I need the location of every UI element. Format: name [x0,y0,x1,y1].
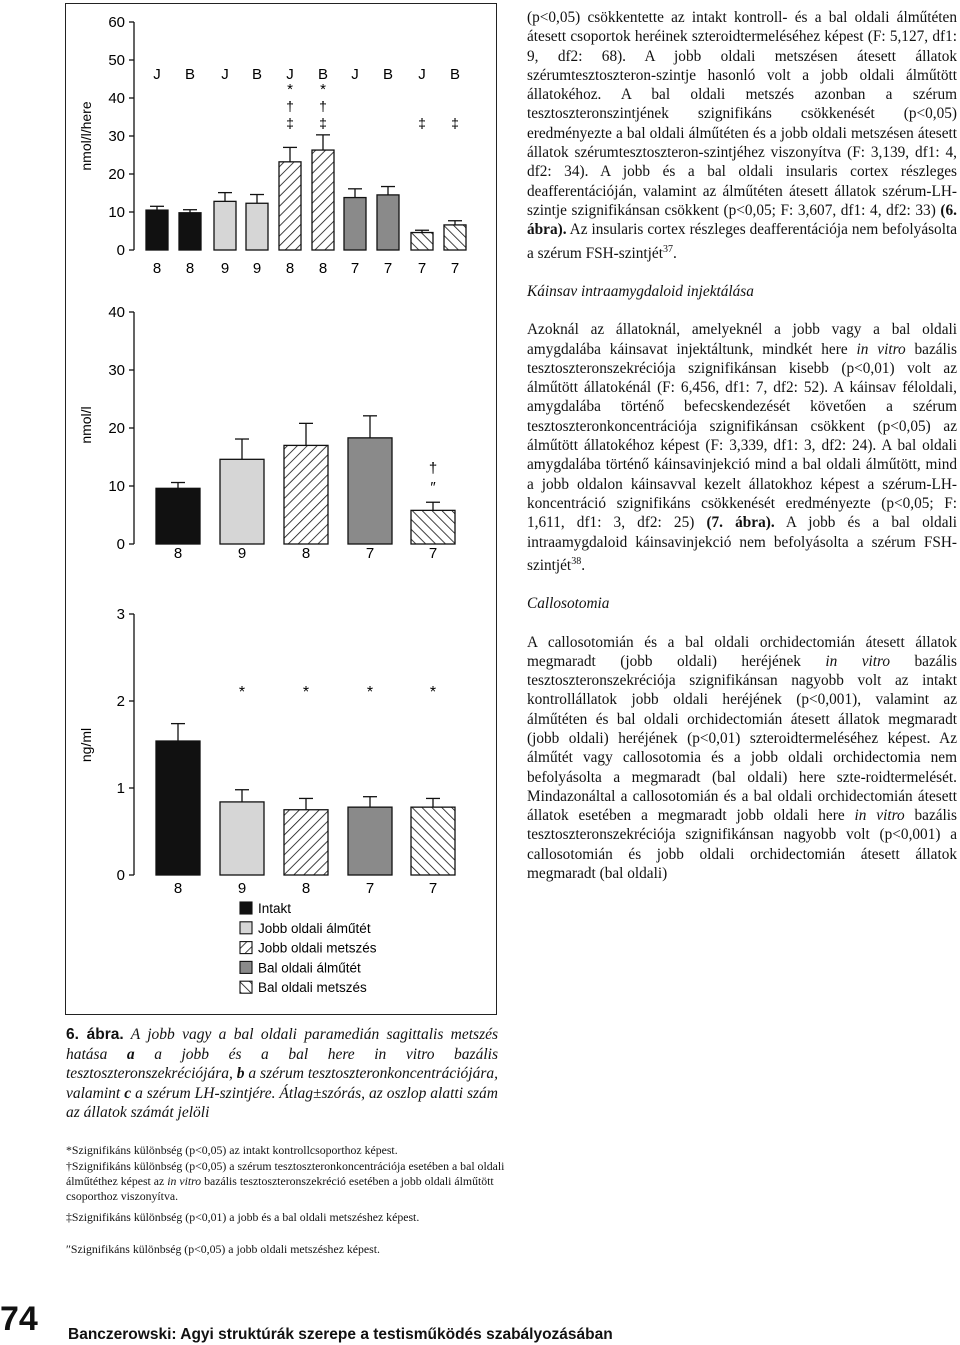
footnote-dagger [66,1159,506,1204]
bar [284,445,328,544]
section-title-callosotomia: Callosotomia [527,595,610,613]
bar [377,195,399,250]
n-label: 7 [365,545,375,562]
y-tick-label: 0 [116,242,125,259]
bar [444,225,466,250]
sig-star: * [366,684,374,701]
bar [284,810,328,875]
text: A callosotomián és a bal oldali orchidectomián átesett állatok megmaradt (jobb oldali) heréjének [527,633,957,670]
paragraph-1 [527,8,957,263]
sig-dagger: † [286,98,294,114]
n-label: 7 [383,260,393,277]
n-label: 8 [152,260,162,277]
y-tick-label: 10 [108,478,125,495]
y-axis-label: nmol/l/here [78,101,94,171]
n-label: 7 [450,260,460,277]
sig-star: * [302,684,310,701]
sig-ddagger: ‡ [319,115,327,131]
bar [348,807,392,875]
footnote-star: *Szignifikáns különbség (p<0,05) az intakt kontrollcsoporthoz képest. [66,1143,398,1157]
y-tick-label: 10 [108,204,125,221]
text: bazális tesztoszteronszekréciója szignifikánsan nagyobb volt (p<0,001) a callosotomián és jobb oldali orchidectomián átesett állatok megmaradt (bal oldali) [527,807,957,883]
sig-star: * [287,81,293,98]
footnote-dprime: ″Szignifikáns különbség (p<0,05) a jobb oldali metszéshez képest. [66,1242,380,1256]
reference-sup: 37 [662,243,673,255]
footnote-text: bazális tesztoszteronszekréció esetében a jobb oldali álműtött csoporthoz viszonyítva. [66,1174,494,1203]
n-label: 7 [428,545,438,562]
body-text-column [527,8,957,883]
running-title: Banczerowski: Agyi struktúrák szerepe a testisműködés szabályozásában [68,1326,613,1343]
legend-swatch [240,922,252,934]
group-label: J [286,66,294,83]
footnote-text: †Szignifikáns különbség (p<0,05) a szérum tesztoszteronkoncentrációja esetében a bal oldali álműtéthez képest az [66,1159,505,1188]
group-label: B [317,66,329,83]
bar [156,488,200,544]
y-tick-label: 20 [108,166,125,183]
n-label: 9 [237,880,247,897]
legend-label: Bal oldali metszés [258,980,367,996]
section-title-kainsav: Káinsav intraamygdaloid injektálása [527,282,754,300]
sig-ddagger: ‡ [451,115,459,131]
page-number: 74 [0,1300,38,1338]
legend-swatch [240,961,252,973]
sig-ddagger: ‡ [418,115,426,131]
caption-a: a [126,1045,135,1063]
n-label: 7 [350,260,360,277]
caption-text: a szérum tesztoszteronkoncentrációjára, valamint [66,1065,498,1102]
bar [279,162,301,250]
legend-swatch [240,942,252,954]
group-label: J [153,66,161,83]
text: bazális tesztoszteronszekréciója szignifikánsan kisebb (p<0,01) volt az álműtött állatokénál (F: 6,456, df1: 7, df2: 52). A káinsav féloldali, amygdalába történő befecskendezését követően a szérum tesztoszteronkoncentrációja szignifikánsan csökkent (p<0,05) az álműtött állatokéhoz képest (F: 3,339, df1: 3, df2: 24). A bal oldali amygdalába történő káinsavinjekció mind a bal oldali álműtött, mind a jobb oldalon káinsavval kezelt állatokhoz képest a szérum-LH-koncentráció szignifikáns csökkenését eredményezte (p<0,05; F: 1,611, df1: 3, df2: 25) [527,340,958,532]
bar [220,459,264,544]
legend-label: Bal oldali álműtét [258,960,361,976]
sig-star: * [429,684,437,701]
group-label: B [449,66,461,83]
caption-text: a szérum LH-szintjére. Átlag±szórás, az oszlop alatti szám az állatok számát jelöli [66,1084,498,1121]
sig-star: * [238,684,246,701]
y-tick-label: 60 [108,14,125,31]
n-label: 8 [173,880,183,897]
text: . [581,556,586,574]
group-label: B [184,66,196,83]
bar [156,741,200,875]
sig-dprime: ″ [430,479,436,496]
legend-label: Intakt [258,901,292,916]
n-label: 8 [318,260,328,277]
paragraph-3 [527,633,957,884]
n-label: 8 [301,545,311,562]
bar [411,510,455,544]
legend-label: Jobb oldali metszés [258,940,377,956]
group-label: B [251,66,263,83]
footnote-ddagger: ‡Szignifikáns különbség (p<0,01) a jobb és a bal oldali metszéshez képest. [66,1210,420,1224]
sig-dagger: † [319,98,327,114]
text: A jobb és a bal oldali intraamygdaloid káinsavinjekció nem befolyásolta a szérum FSH-szintjét [527,514,957,574]
y-tick-label: 0 [116,867,125,884]
n-label: 9 [220,260,230,277]
n-label: 8 [185,260,195,277]
group-label: J [418,66,426,83]
n-label: 8 [301,880,311,897]
figure-ref: (7. ábra). [706,514,775,532]
text: (p<0,05) csökkentette az intakt kontroll- és a bal oldali álműtéten átesett csoportok heréinek szteroidtermeléséhez képest (F: 5,127, df1: 9, df2: 68). A jobb oldali metszésen átesett állatok szérumtesztoszteron-szintje hasonló volt a jobb oldali álműtött állatokéhoz. A bal oldali metszés azonban a szérum tesztoszteronszintjének szignifikáns csökkenését (p<0,05) eredményezte a bal oldali álműtéten és a jobb oldali metszésen átesett állatok szérumtesztoszteron-szintjéhez viszonyítva (F: 3,139, df1: 4, df2: 34). A jobb és a bal oldali insularis cortex részleges deafferentációján, valamint az álműtéten átesett állatok szérum-LH-szintje szignifikánsan csökkent (p<0,05; F: 3,607, df1: 4, df2: 33) [527,9,957,219]
paragraph-2 [527,320,957,575]
y-tick-label: 50 [108,52,125,69]
italic: in vitro [856,340,906,358]
bar [411,233,433,250]
sig-dagger: † [428,460,438,477]
bar [411,807,455,875]
y-tick-label: 30 [108,362,125,379]
panel-a [78,14,466,277]
figure-caption [66,1025,498,1123]
bar [348,438,392,544]
bar [344,198,366,250]
group-label: B [382,66,394,83]
italic: in vitro [825,652,891,670]
caption-b: b [236,1065,245,1082]
n-label: 9 [252,260,262,277]
bar [214,201,236,250]
caption-c: c [124,1084,132,1102]
y-tick-label: 1 [116,780,125,797]
caption-text: A jobb vagy a bal oldali paramedián sagittalis metszés hatása [66,1026,499,1063]
text: . [672,244,677,262]
n-label: 7 [428,880,438,897]
y-axis-label: ng/ml [78,727,94,763]
caption-label: 6. ábra. [66,1026,124,1043]
y-tick-label: 2 [116,693,125,710]
italic: in vitro [854,807,905,825]
y-tick-label: 20 [108,420,125,437]
y-tick-label: 0 [116,536,125,553]
bar [220,802,264,875]
text: bazális tesztoszteronszekréciója szignifikánsan nagyobb volt az intakt kontrollállatok jobb oldali heréjének (p<0,001), valamint az álműtéten és bal oldali orchidectomián átesett állatok megmaradt (jobb oldali) heréjének (p<0,01) szteroidtermeléséhez képest. Az álműtét vagy callosotomia és a jobb oldali orchidectomia nem befolyásolta a megmaradt (bal oldali) here szte-roidtermelését. Mindazonáltal a callosotomián és a bal oldali orchidectomián átesett állatok esetében a megmaradt jobb oldali here [527,652,958,825]
reference-sup: 38 [571,555,582,567]
legend [240,901,377,995]
caption-text: a jobb és a bal here in vitro bazális tesztoszteronszekréciójára, [66,1045,498,1082]
group-label: J [351,66,359,83]
y-axis-label: nmol/l [78,406,94,444]
bar [312,150,334,250]
legend-label: Jobb oldali álműtét [258,920,371,936]
sig-star: * [320,81,326,98]
panel-b [78,304,455,562]
n-label: 7 [417,260,427,277]
text: Azoknál az állatoknál, amelyeknél a jobb vagy a bal oldali amygdalába káinsavat injektáltunk, mindkét here [527,321,957,358]
legend-swatch [240,981,252,993]
bar [179,213,201,250]
y-tick-label: 30 [108,128,125,145]
n-label: 8 [173,545,183,562]
legend-swatch [240,902,252,914]
bar [246,203,268,250]
n-label: 9 [237,545,247,562]
n-label: 7 [365,880,375,897]
panel-c [78,606,455,897]
y-tick-label: 40 [108,90,125,107]
y-tick-label: 40 [108,304,125,321]
text: Az insularis cortex részleges deafferentációja nem befolyásolta a szérum FSH-szintjét [527,221,957,262]
footnote-italic: in vitro [167,1174,202,1188]
sig-ddagger: ‡ [286,115,294,131]
n-label: 8 [285,260,295,277]
bar [146,210,168,250]
figure-ref: (6. ábra). [527,201,957,239]
group-label: J [221,66,229,83]
y-tick-label: 3 [116,606,125,623]
